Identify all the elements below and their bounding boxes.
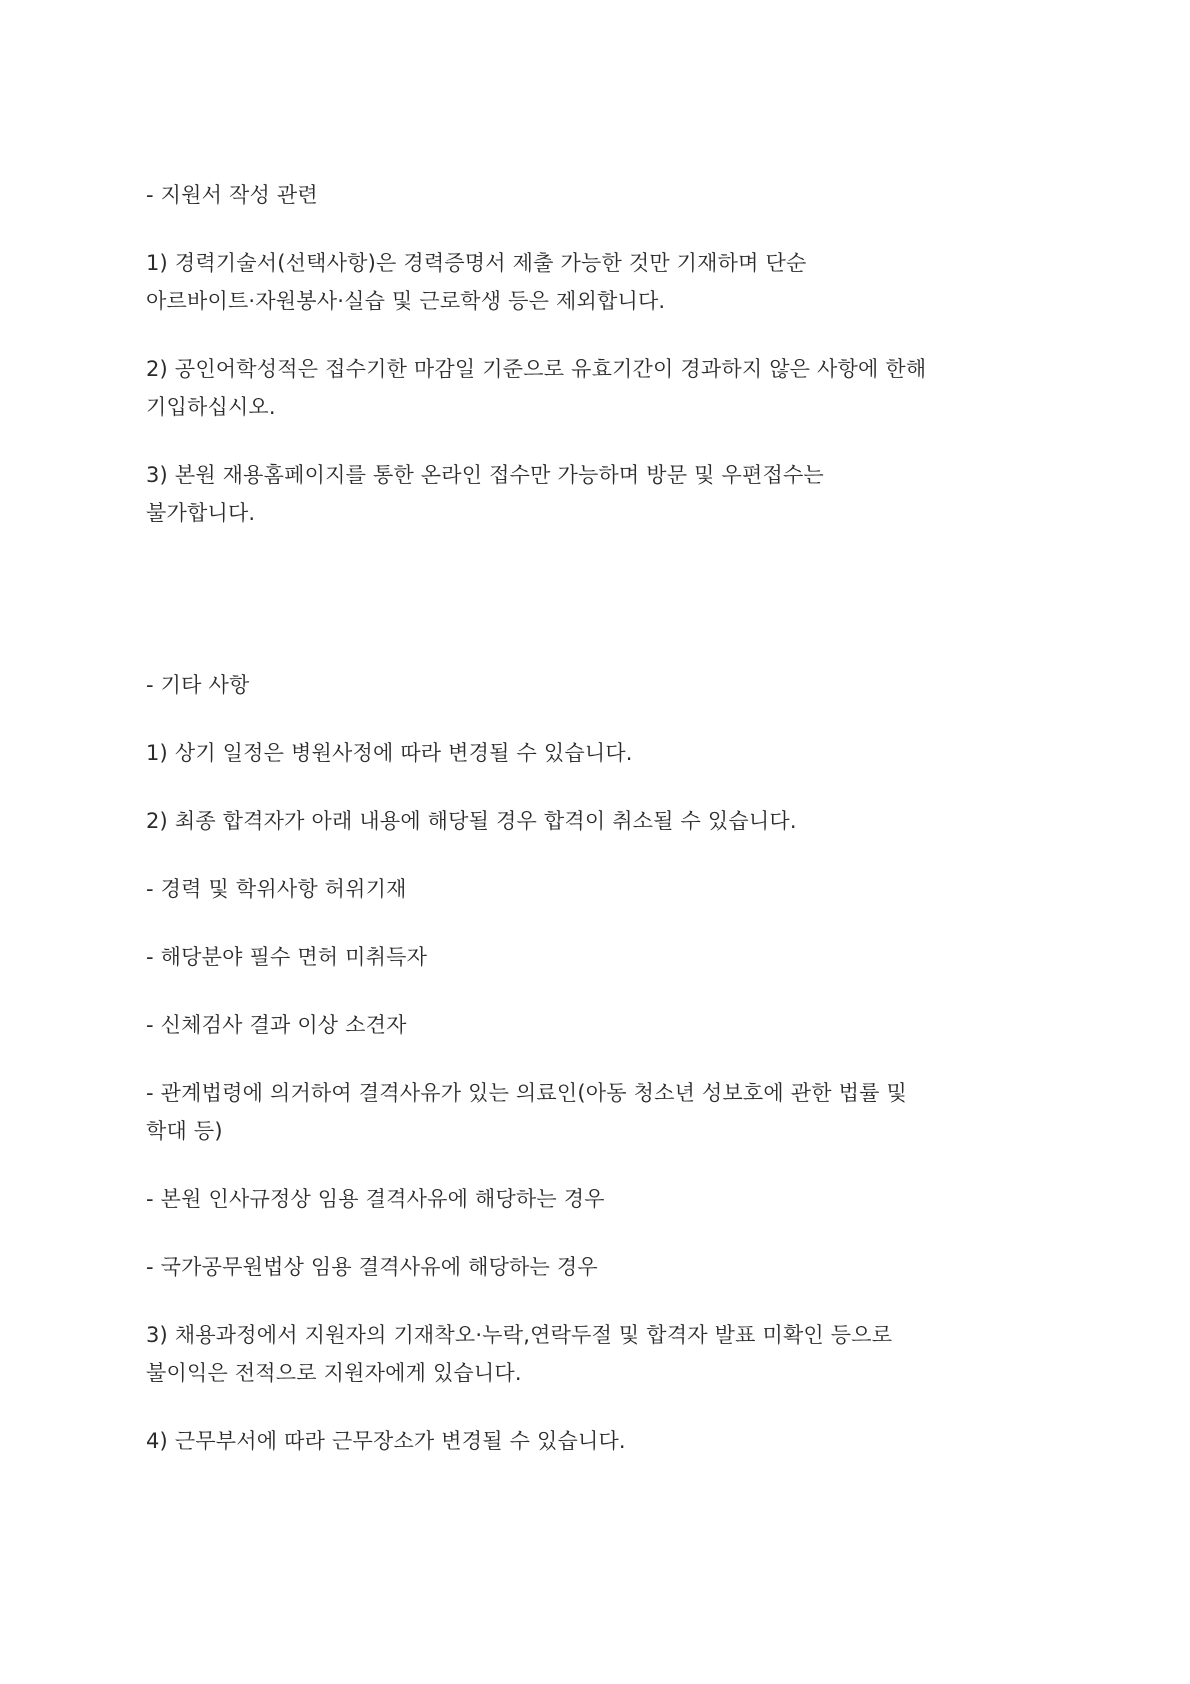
list-item: - 경력 및 학위사항 허위기재 [146, 877, 407, 901]
paragraph: 3) 채용과정에서 지원자의 기재착오·누락,연락두절 및 합격자 발표 미확인 등으로 불이익은 전적으로 지원자에게 있습니다. [146, 1323, 893, 1385]
paragraph: 4) 근무부서에 따라 근무장소가 변경될 수 있습니다. [146, 1429, 626, 1453]
application-section [146, 176, 1066, 532]
paragraph: 3) 본원 재용홈페이지를 통한 온라인 접수만 가능하며 방문 및 우편접수는 불가합니다. [146, 463, 824, 525]
paragraph: 1) 상기 일정은 병원사정에 따라 변경될 수 있습니다. [146, 741, 633, 765]
other-notes-section [146, 666, 1066, 1460]
list-item: - 신체검사 결과 이상 소견자 [146, 1013, 407, 1037]
list-item: - 본원 인사규정상 임용 결격사유에 해당하는 경우 [146, 1187, 605, 1211]
section-heading: - 지원서 작성 관련 [146, 183, 318, 207]
list-item: - 해당분야 필수 면허 미취득자 [146, 945, 428, 969]
list-item: - 관계법령에 의거하여 결격사유가 있는 의료인(아동 청소년 성보호에 관한 법률 및 학대 등) [146, 1081, 907, 1143]
paragraph: 2) 공인어학성적은 접수기한 마감일 기준으로 유효기간이 경과하지 않은 사항에 한해 기입하십시오. [146, 357, 927, 419]
section-heading: - 기타 사항 [146, 673, 250, 697]
paragraph: 1) 경력기술서(선택사항)은 경력증명서 제출 가능한 것만 기재하며 단순 아르바이트·자원봉사·실습 및 근로학생 등은 제외합니다. [146, 251, 807, 313]
paragraph: 2) 최종 합격자가 아래 내용에 해당될 경우 합격이 취소될 수 있습니다. [146, 809, 797, 833]
list-item: - 국가공무원법상 임용 결격사유에 해당하는 경우 [146, 1255, 598, 1279]
